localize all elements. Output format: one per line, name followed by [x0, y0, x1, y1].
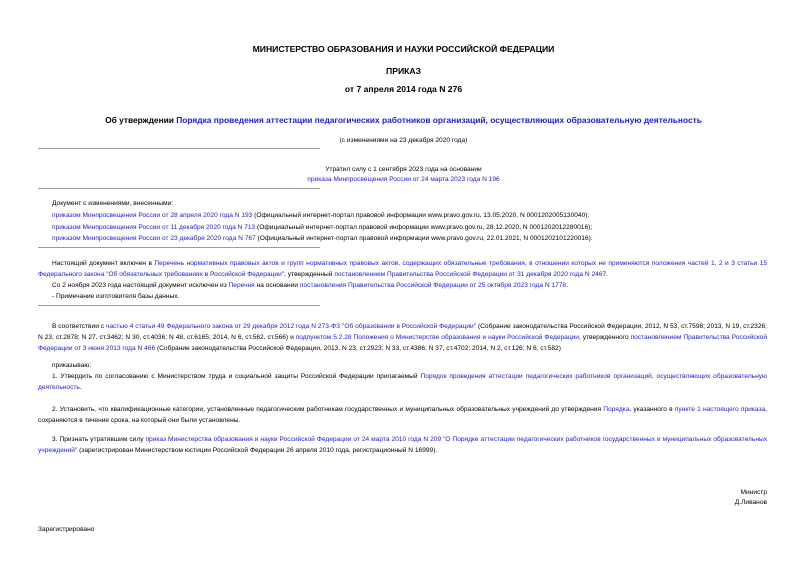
amendments-intro: Документ с изменениями, внесенными:	[52, 200, 174, 207]
preamble-paragraph	[38, 321, 767, 354]
divider	[38, 305, 320, 306]
registered-label: Зарегистрировано	[38, 526, 95, 533]
date-number-heading: от 7 апреля 2014 года N 276	[344, 84, 463, 94]
note-text: .	[566, 282, 568, 289]
divider	[38, 188, 320, 189]
postanovlenie-466-link[interactable]: постановлением Правительства Российской Федерации от 3 июня 2013 года N 466	[38, 334, 768, 352]
amendment-link[interactable]: приказом Минпросвещения России от 23 декабря 2020 года N 767	[52, 235, 256, 242]
expired-link-line	[0, 174, 807, 185]
divider	[38, 247, 320, 248]
item-text: , сохраняются в течение срока, на который они были установлены.	[38, 406, 768, 424]
divider	[38, 148, 320, 149]
preamble-text: , утвержденного	[578, 334, 631, 341]
amendment-link[interactable]: приказом Минпросвещения России от 11 декабря 2020 года N 713	[52, 224, 256, 231]
perechen-link[interactable]: Перечень нормативных правовых актов и групп нормативных правовых актов, содержащих обязательные требования, в отношении которых не применяются положения частей 1, 2 и 3 статьи 15 Федерального закона "Об обязательных требованиях в Российской Федерации"	[38, 260, 767, 278]
amendment-text: (Официальный интернет-портал правовой информации www.pravo.gov.ru, 13.05.2020, N 0001202005130040);	[252, 212, 590, 219]
signature-name: Д.Ливанов	[734, 499, 767, 506]
postanovlenie-1778-link[interactable]: постановления Правительства Российской Федерации от 25 октября 2023 года N 1778	[299, 282, 567, 289]
item-text: 1. Утвердить по согласованию с Министерством труда и социальной защиты Российской Федерации прилагаемый	[52, 373, 421, 380]
poryadok-link[interactable]: Порядок проведения аттестации педагогических работников организаций, осуществляющих образовательную деятельность	[38, 373, 767, 391]
item-text: 3. Признать утратившим силу	[52, 436, 146, 443]
perechen-note	[38, 258, 767, 280]
note-text: Настоящий документ включен в	[52, 260, 155, 267]
prikaz-209-link[interactable]: приказ Министерства образования и науки Российской Федерации от 24 марта 2010 года N 209 "О Порядке аттестации педагогических работников государственных и муниципальных образовательных учреждений"	[38, 436, 768, 454]
law-273-link[interactable]: частью 4 статьи 49 Федерального закона от 29 декабря 2012 года N 273-ФЗ "Об образовании в Российской Федерации"	[106, 323, 477, 330]
exclusion-note	[52, 280, 568, 291]
orders-word: приказываю:	[52, 362, 92, 369]
preamble-text: (Собрание законодательства Российской Федерации, 2012, N 53, ст.7598; 2013, N 19, ст.2326; N 23, ст.2878; N 27, ст.3462; N 30, ст.4036; N 48, ст.6165; 2014, N 6, ст.562, ст.566) и	[38, 323, 767, 341]
doc-type-heading: ПРИКАЗ	[386, 66, 421, 76]
item-text: 2. Установить, что квалификационные категории, установленные педагогическим работникам государственных и муниципальных образовательных учреждений до утверждения	[52, 406, 604, 413]
preamble-text: (Собрание законодательства Российской Федерации, 2013, N 23, ст.2923; N 33, ст.4386; N 37, ст.4702; 2014, N 2, ст.126; N 6, ст.582)	[155, 345, 561, 352]
item-text: .	[79, 384, 82, 391]
perechnya-link[interactable]: Перечня	[228, 282, 255, 289]
database-note: - Примечание изготовителя базы данных.	[52, 293, 180, 300]
expired-line: Утратил силу с 1 сентября 2023 года на основании	[325, 166, 482, 173]
title-prefix: Об утверждении	[105, 115, 177, 125]
title-link[interactable]: Порядка проведения аттестации педагогических работников организаций, осуществляющих образовательную деятельность	[176, 115, 702, 125]
note-text: .	[606, 271, 608, 278]
item-text: , указанного в	[629, 406, 675, 413]
changes-note: (с изменениями на 23 декабря 2020 года)	[339, 137, 468, 144]
amendment-item	[52, 222, 592, 233]
amendment-text: (Официальный интернет-портал правовой информации www.pravo.gov.ru, 28.12.2020, N 0001202012280016);	[255, 224, 593, 231]
item-2	[38, 404, 767, 426]
poryadka-link[interactable]: Порядка	[603, 406, 630, 413]
ministry-heading: МИНИСТЕРСТВО ОБРАЗОВАНИЯ И НАУКИ РОССИЙСКОЙ ФЕДЕРАЦИИ	[252, 44, 555, 54]
document-title	[0, 115, 807, 125]
polozhenie-link[interactable]: подпунктом 5.2.28 Положения о Министерстве образования и науки Российской Федерации	[295, 334, 579, 341]
signature-position: Министр	[740, 489, 767, 496]
amendment-text: (Официальный интернет-портал правовой информации www.pravo.gov.ru, 22.01.2021, N 0001202101220016).	[255, 235, 593, 242]
expired-order-link[interactable]: приказа Минпросвещения России от 24 марта 2023 года N 196	[307, 176, 500, 183]
note-text: на основании	[254, 282, 300, 289]
item-1	[38, 371, 767, 393]
preamble-text: В соответствии с	[52, 323, 107, 330]
punkt-1-link[interactable]: пункте 1 настоящего приказа	[674, 406, 766, 413]
item-3	[38, 434, 767, 456]
postanovlenie-2467-link[interactable]: постановлением Правительства Российской Федерации от 31 декабря 2020 года N 2467	[334, 271, 607, 278]
amendment-link[interactable]: приказом Минпросвещения России от 28 апреля 2020 года N 193	[52, 212, 253, 219]
item-text: (зарегистрирован Министерством юстиции Российской Федерации 26 апреля 2010 года, регистрационный N 16999).	[77, 447, 438, 454]
note-text: , утвержденный	[284, 271, 335, 278]
amendment-item	[52, 210, 589, 221]
amendment-item	[52, 233, 593, 244]
note-text: Со 2 ноября 2023 года настоящий документ исключен из	[52, 282, 229, 289]
